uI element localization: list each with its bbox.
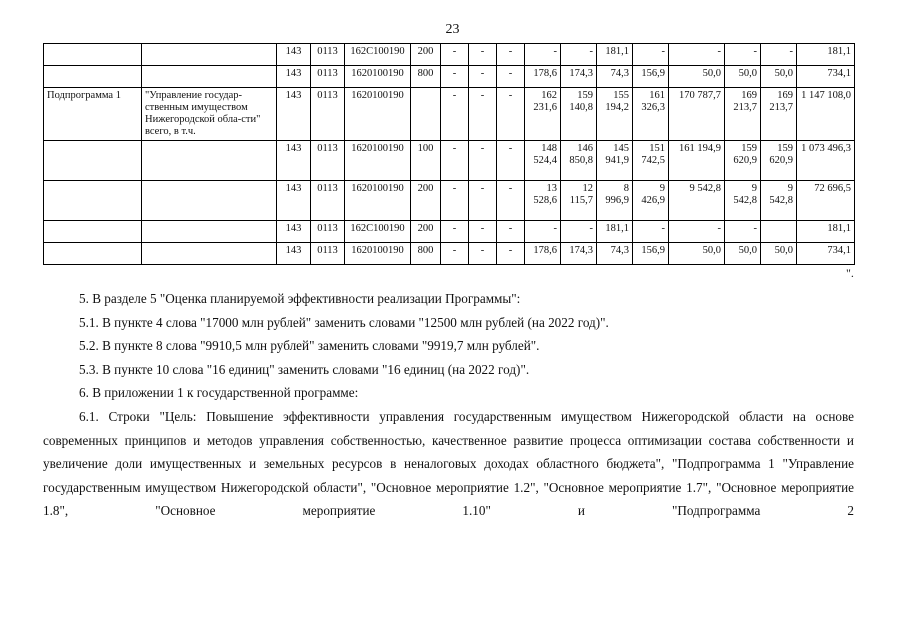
table-cell: 50,0 [669, 243, 725, 265]
table-cell: 181,1 [797, 221, 855, 243]
table-cell: 143 [277, 88, 311, 141]
table-cell: 1620100190 [345, 66, 411, 88]
table-cell: 0113 [311, 181, 345, 221]
page-number: 23 [445, 22, 460, 37]
table-cell: 9 426,9 [633, 181, 669, 221]
table-cell: 143 [277, 44, 311, 66]
body-text [43, 287, 854, 523]
table-cell [142, 44, 277, 66]
paragraph-5-1: 5.1. В пункте 4 слова "17000 млн рублей" заменить словами "12500 млн рублей (на 2022 год)". [79, 314, 609, 330]
table-closing-quote: ". [846, 266, 854, 280]
table-cell: 12 115,7 [561, 181, 597, 221]
table-cell: 734,1 [797, 243, 855, 265]
table-cell: 156,9 [633, 66, 669, 88]
paragraph-5-2: 5.2. В пункте 8 слова "9910,5 млн рублей" заменить словами "9919,7 млн рублей". [79, 338, 540, 354]
table-cell: 161 326,3 [633, 88, 669, 141]
table-cell: 143 [277, 181, 311, 221]
table-cell: 156,9 [633, 243, 669, 265]
table-cell [44, 141, 142, 181]
table-cell: 161 194,9 [669, 141, 725, 181]
table-cell: 9 542,8 [669, 181, 725, 221]
table-cell: 178,6 [525, 66, 561, 88]
table-cell [44, 243, 142, 265]
table-cell [142, 181, 277, 221]
table-cell: 159 620,9 [725, 141, 761, 181]
table-cell: 200 [411, 221, 441, 243]
table-row [44, 243, 855, 265]
table-cell: - [469, 44, 497, 66]
table-cell: - [725, 44, 761, 66]
table-cell: 181,1 [597, 44, 633, 66]
table-cell: - [633, 221, 669, 243]
table-cell: - [725, 221, 761, 243]
table-cell: 1620100190 [345, 141, 411, 181]
table-cell: 162 231,6 [525, 88, 561, 141]
table-cell: 800 [411, 243, 441, 265]
table-cell: 145 941,9 [597, 141, 633, 181]
table-cell: - [497, 141, 525, 181]
table-cell: 50,0 [725, 66, 761, 88]
table-cell: - [441, 66, 469, 88]
table-cell: - [633, 44, 669, 66]
table-cell: 9 542,8 [761, 181, 797, 221]
paragraph-5: 5. В разделе 5 "Оценка планируемой эффективности реализации Программы": [79, 291, 521, 306]
table-cell: 200 [411, 181, 441, 221]
table-cell: - [497, 44, 525, 66]
table-cell: 159 140,8 [561, 88, 597, 141]
table-cell: 74,3 [597, 243, 633, 265]
table-cell: 1 073 496,3 [797, 141, 855, 181]
table-cell [411, 88, 441, 141]
table-cell: 169 213,7 [725, 88, 761, 141]
table-cell: 100 [411, 141, 441, 181]
table-cell: - [497, 66, 525, 88]
table-cell: 734,1 [797, 66, 855, 88]
table-cell: 74,3 [597, 66, 633, 88]
budget-table [43, 43, 855, 265]
paragraph-5-3: 5.3. В пункте 10 слова "16 единиц" заменить словами "16 единиц (на 2022 год)". [79, 361, 530, 377]
table-cell: 162C100190 [345, 221, 411, 243]
table-cell: - [469, 221, 497, 243]
table-cell: 1620100190 [345, 243, 411, 265]
table-cell: - [441, 181, 469, 221]
table-cell: - [469, 88, 497, 141]
table-cell: - [497, 88, 525, 141]
table-cell: 0113 [311, 88, 345, 141]
table-cell: 800 [411, 66, 441, 88]
paragraph-6: 6. В приложении 1 к государственной программе: [79, 385, 359, 401]
table-cell: 9 542,8 [725, 181, 761, 221]
table-cell [142, 221, 277, 243]
table-cell: - [469, 141, 497, 181]
table-cell: - [525, 44, 561, 66]
table-cell: 1620100190 [345, 88, 411, 141]
paragraph-6-1: 6.1. Строки "Цель: Повышение эффективности управления государственным имуществом Нижегородской области на основе современных принципов и методов управления собственностью, качественное развитие процесса оптимизации состава собственности и увеличение доли имущественных и земельных ресурсов в неналоговых доходах областного бюджета", "Подпрограмма 1 "Управление государственным имуществом Нижегородской области", "Основное мероприятие 1.2", "Основное мероприятие 1.7", "Основное мероприятие 1.8", "Основное мероприятие 1.10" и "Подпрограмма 2 [43, 408, 854, 519]
table-cell: 169 213,7 [761, 88, 797, 141]
table-cell: - [561, 44, 597, 66]
table-cell: 50,0 [669, 66, 725, 88]
table-cell: 1 147 108,0 [797, 88, 855, 141]
table-cell: - [497, 181, 525, 221]
table-row [44, 66, 855, 88]
table-cell [44, 44, 142, 66]
table-cell: - [441, 243, 469, 265]
table-cell [44, 221, 142, 243]
table-cell [44, 66, 142, 88]
table-cell: 178,6 [525, 243, 561, 265]
table-cell: 0113 [311, 141, 345, 181]
table-cell: 151 742,5 [633, 141, 669, 181]
table-cell: - [561, 221, 597, 243]
table-cell: 159 620,9 [761, 141, 797, 181]
table-cell: 174,3 [561, 66, 597, 88]
table-cell [761, 221, 797, 243]
table-cell: 162C100190 [345, 44, 411, 66]
table-cell: 181,1 [797, 44, 855, 66]
table-cell: - [669, 221, 725, 243]
table-cell: - [497, 221, 525, 243]
table-row [44, 44, 855, 66]
table-cell: - [497, 243, 525, 265]
table-row [44, 88, 855, 141]
table-body [44, 44, 855, 265]
table-cell: 200 [411, 44, 441, 66]
table-cell: - [441, 221, 469, 243]
table-row [44, 181, 855, 221]
table-cell: 0113 [311, 66, 345, 88]
table-cell: 50,0 [725, 243, 761, 265]
table-cell: 174,3 [561, 243, 597, 265]
table-cell: 1620100190 [345, 181, 411, 221]
table-cell: 143 [277, 221, 311, 243]
table-cell: - [441, 44, 469, 66]
table-cell [142, 243, 277, 265]
table-cell: 181,1 [597, 221, 633, 243]
table-cell: 143 [277, 66, 311, 88]
table-cell: - [441, 88, 469, 141]
table-cell: 148 524,4 [525, 141, 561, 181]
table-cell: 72 696,5 [797, 181, 855, 221]
table-cell: 50,0 [761, 243, 797, 265]
table-cell: - [469, 181, 497, 221]
table-cell: - [761, 44, 797, 66]
table-cell: 0113 [311, 44, 345, 66]
table-cell: 13 528,6 [525, 181, 561, 221]
table-cell [44, 181, 142, 221]
table-cell: - [469, 66, 497, 88]
table-cell [142, 141, 277, 181]
table-cell: Подпрограмма 1 [44, 88, 142, 141]
table-cell: 0113 [311, 243, 345, 265]
table-cell: - [441, 141, 469, 181]
table-cell: 143 [277, 141, 311, 181]
table-row [44, 221, 855, 243]
table-cell: 155 194,2 [597, 88, 633, 141]
table-cell: 170 787,7 [669, 88, 725, 141]
table-cell: 8 996,9 [597, 181, 633, 221]
table-cell: - [525, 221, 561, 243]
table-cell: 143 [277, 243, 311, 265]
table-cell: "Управление государ-ственным имуществом Нижегородской обла-сти" всего, в т.ч. [142, 88, 277, 141]
table-cell: 50,0 [761, 66, 797, 88]
table-cell: 0113 [311, 221, 345, 243]
table-cell: - [669, 44, 725, 66]
table-row [44, 141, 855, 181]
table-cell: 146 850,8 [561, 141, 597, 181]
table-cell [142, 66, 277, 88]
table-cell: - [469, 243, 497, 265]
